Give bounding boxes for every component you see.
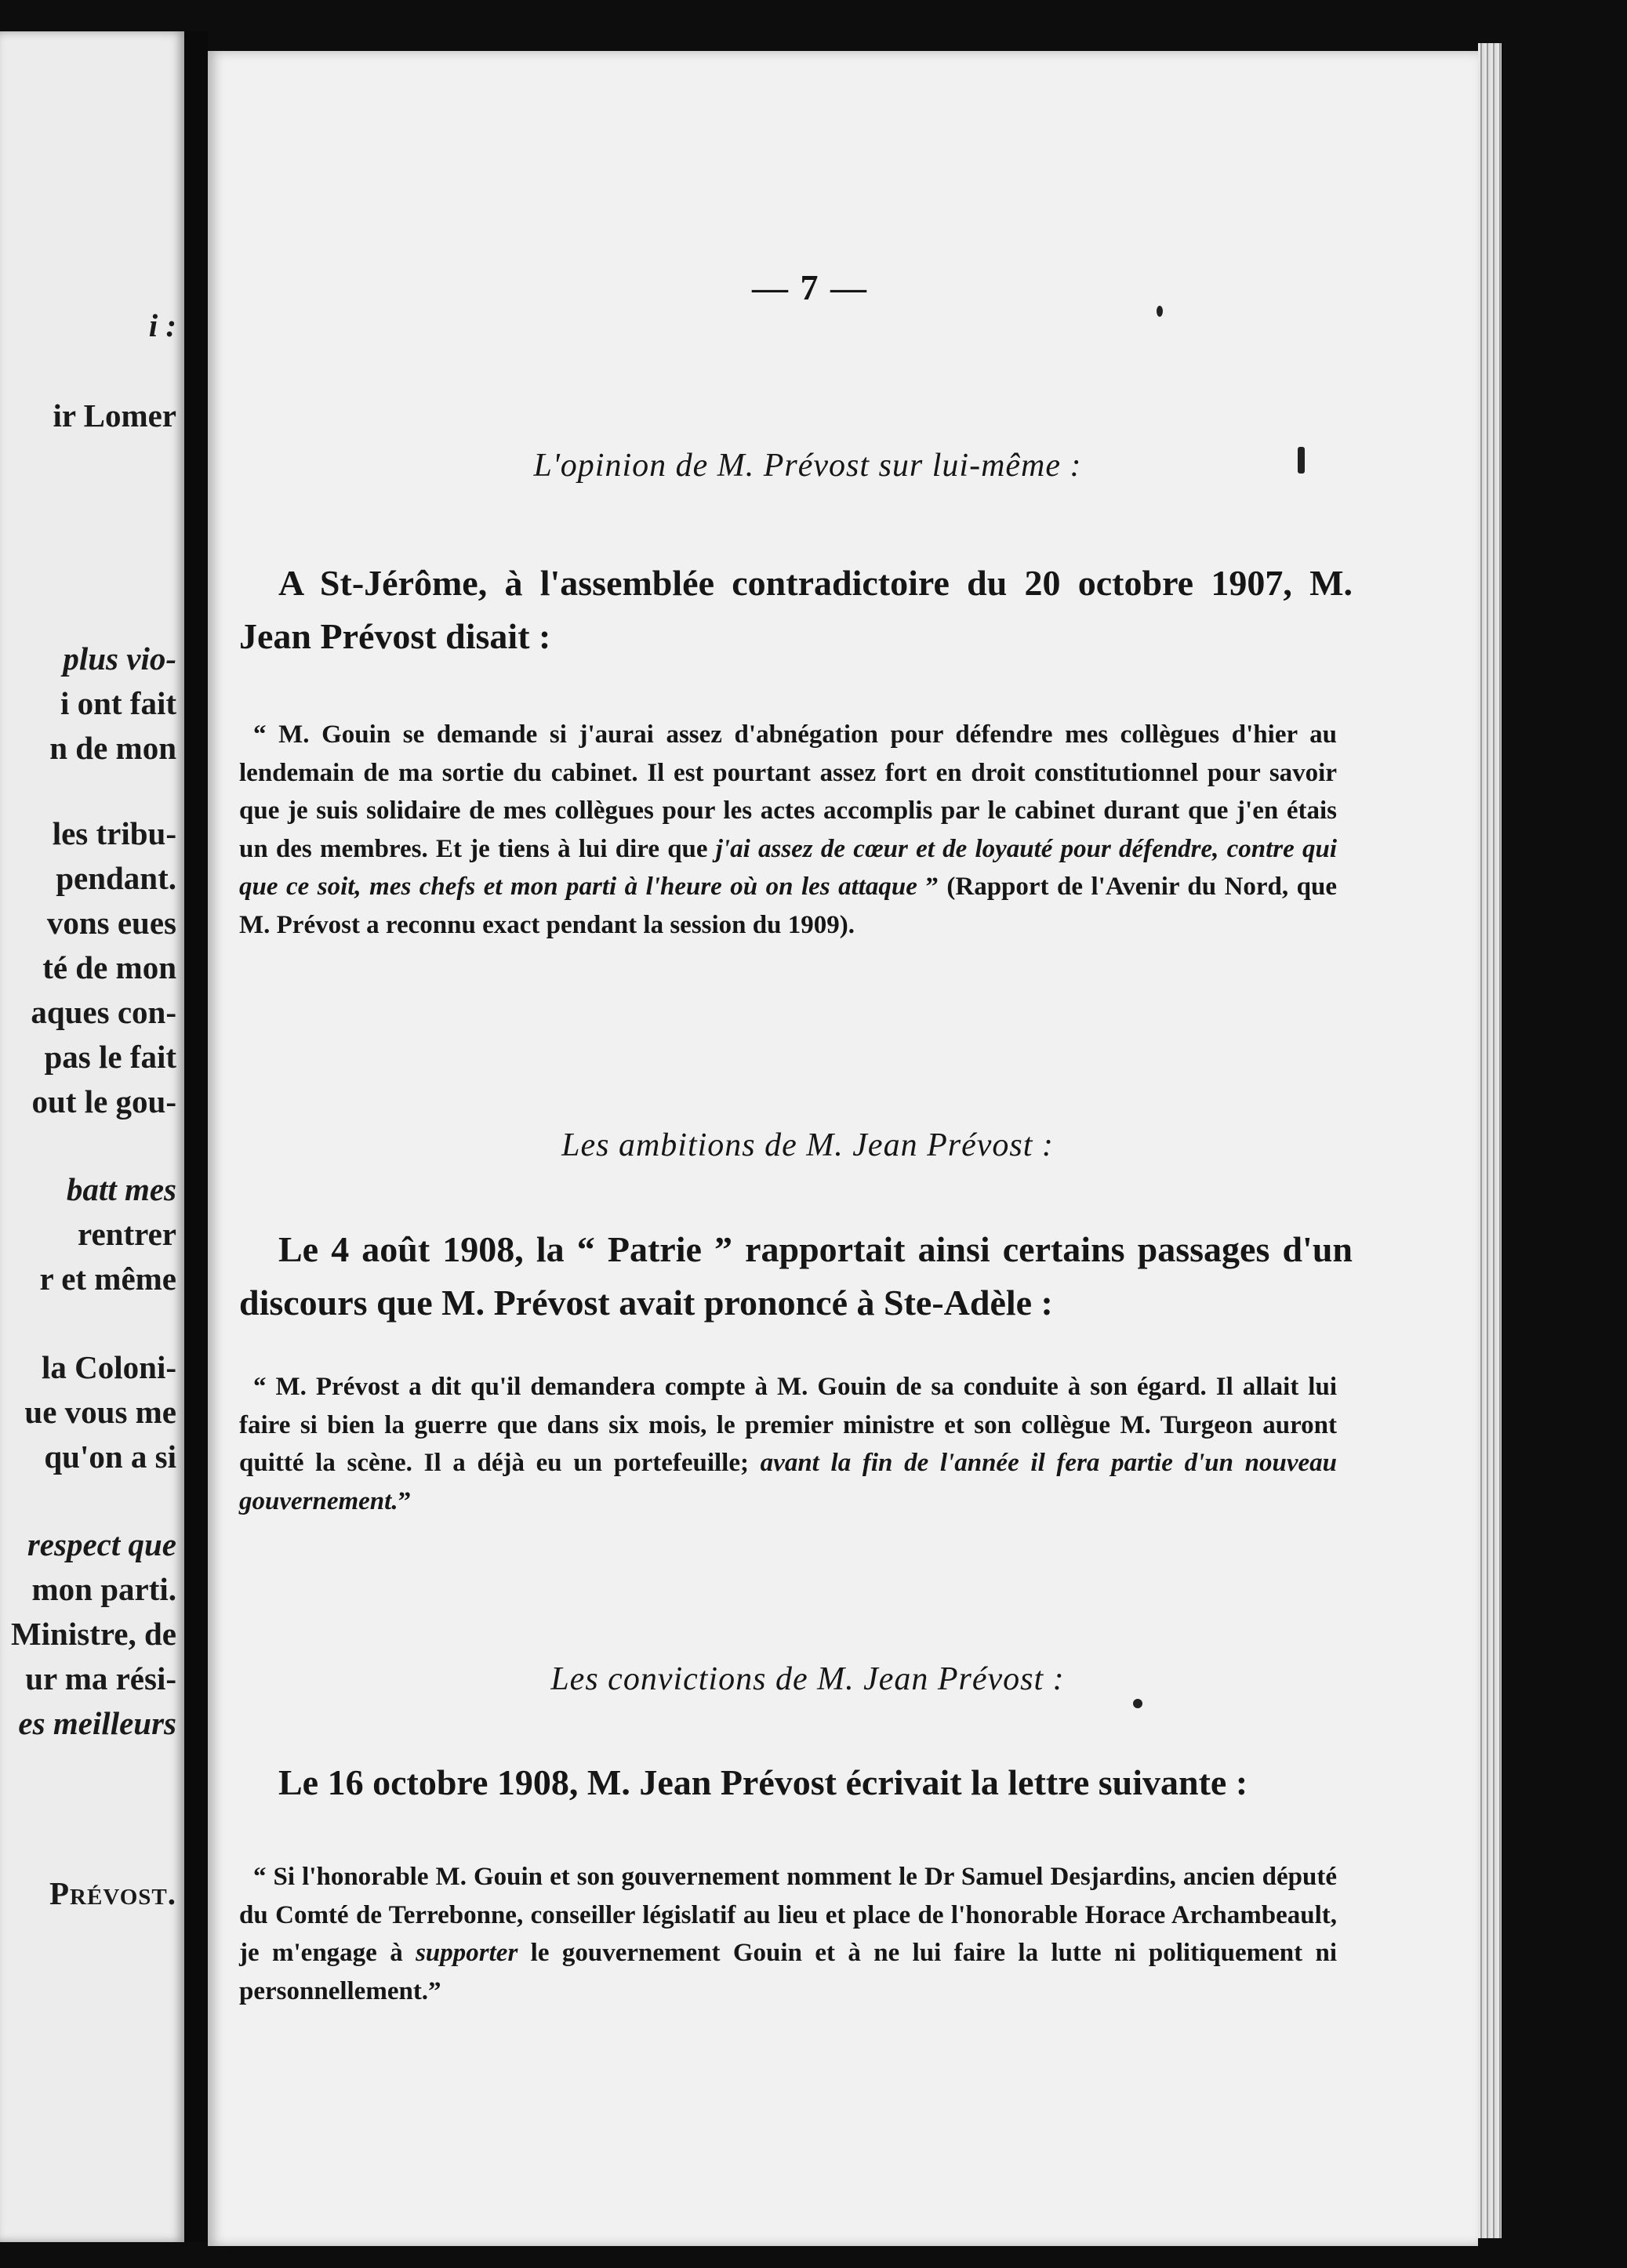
left-page-line: batt mes (66, 1171, 176, 1207)
page-number: — 7 — (752, 267, 868, 307)
left-page-line: i : (148, 307, 176, 343)
left-page-line: plus vio- (63, 640, 176, 677)
left-page-line: n de mon (49, 730, 176, 766)
ink-speck (1298, 447, 1305, 474)
section-heading-convictions: Les convictions de M. Jean Prévost : (550, 1661, 1065, 1697)
section-heading-opinion: L'opinion de M. Prévost sur lui-même : (533, 448, 1082, 484)
left-page-line: mon parti. (31, 1571, 176, 1607)
left-page-line: qu'on a si (44, 1439, 176, 1475)
section-intro-ambitions: Le 4 août 1908, la “ Patrie ” rapportait ainsi certains passages d'un discours que M. Prévost avait prononcé à Ste-Adèle : (239, 1229, 1353, 1323)
left-page-line: ir Lomer (53, 397, 176, 434)
quote-convictions (239, 1858, 1337, 2010)
left-page-line: les tribu- (52, 815, 176, 851)
quote-italic-text: avant la fin de l'année il fera partie d'un nouveau gouvernement. (239, 1449, 1338, 1515)
quote-ambitions (239, 1368, 1337, 1520)
ink-speck (1133, 1699, 1142, 1708)
left-page-line: pendant. (56, 860, 176, 896)
left-page-line: out le gou- (31, 1083, 176, 1119)
left-page-line: respect que (27, 1526, 176, 1562)
left-page-line: ur ma rési- (25, 1660, 176, 1696)
section-heading-ambitions: Les ambitions de M. Jean Prévost : (561, 1127, 1054, 1163)
quote-text-end: ” (Rapport de l'Avenir du Nord, que M. Prévost a reconnu exact pendant la session du 1909). (239, 873, 1337, 939)
left-page-line: rentrer (78, 1216, 176, 1252)
ink-speck (1157, 306, 1163, 317)
quote-text-end: le gouvernement Gouin et à ne lui faire la lutte ni politiquement ni personnellement.” (239, 1939, 1337, 2005)
left-page-line: té de mon (42, 949, 176, 985)
quote-opinion (239, 716, 1337, 944)
left-page-line: pas le fait (44, 1039, 176, 1075)
quote-text: “ M. Gouin se demande si j'aurai assez d'abnégation pour défendre mes collègues d'hier au lendemain de ma sortie du cabinet. Il est pourtant assez fort en droit constitutionnel pour savoir que je suis solidaire de mes collègues pour les actes accomplis par le cabinet durant que j'en étais un des membres. Et je tiens à lui dire que (239, 720, 1337, 863)
quote-italic-text: supporter (416, 1939, 518, 1967)
quote-text: “ M. Prévost a dit qu'il demandera compte à M. Gouin de sa conduite à son égard. Il allait lui faire si bien la guerre que dans six mois, le premier ministre et son collègue M. Turgeon auront quitté la scène. Il a déjà eu un portefeuille; (239, 1373, 1337, 1477)
quote-text-end: ” (398, 1486, 412, 1515)
left-page-line: Ministre, de (10, 1616, 176, 1652)
section-intro-opinion: A St-Jérôme, à l'assemblée contradictoire du 20 octobre 1907, M. Jean Prévost disait : (239, 563, 1353, 656)
left-facing-page (0, 31, 184, 2242)
book-gutter (184, 31, 208, 2242)
left-page-line: es meilleurs (18, 1705, 176, 1741)
main-page (208, 51, 1478, 2246)
left-page-line: r et même (39, 1261, 176, 1297)
section-intro-convictions: Le 16 octobre 1908, M. Jean Prévost écrivait la lettre suivante : (278, 1762, 1248, 1802)
left-page-line: aques con- (31, 994, 176, 1030)
left-page-line: vons eues (46, 905, 176, 941)
left-page-line: la Coloni- (42, 1349, 176, 1385)
left-page-line: i ont fait (60, 685, 176, 721)
page-edges (1478, 43, 1502, 2238)
quote-italic-text: j'ai assez de cœur et de loyauté pour défendre, contre qui que ce soit, mes chefs et mon parti à l'heure où on les attaque (239, 834, 1338, 901)
left-page-line: Prévost. (49, 1875, 176, 1911)
quote-text: “ Si l'honorable M. Gouin et son gouvernement nomment le Dr Samuel Desjardins, ancien député du Comté de Terrebonne, conseiller législatif au lieu et place de l'honorable Horace Archambeault, je m'engage à (239, 1863, 1337, 1967)
left-page-line: ue vous me (24, 1394, 176, 1430)
